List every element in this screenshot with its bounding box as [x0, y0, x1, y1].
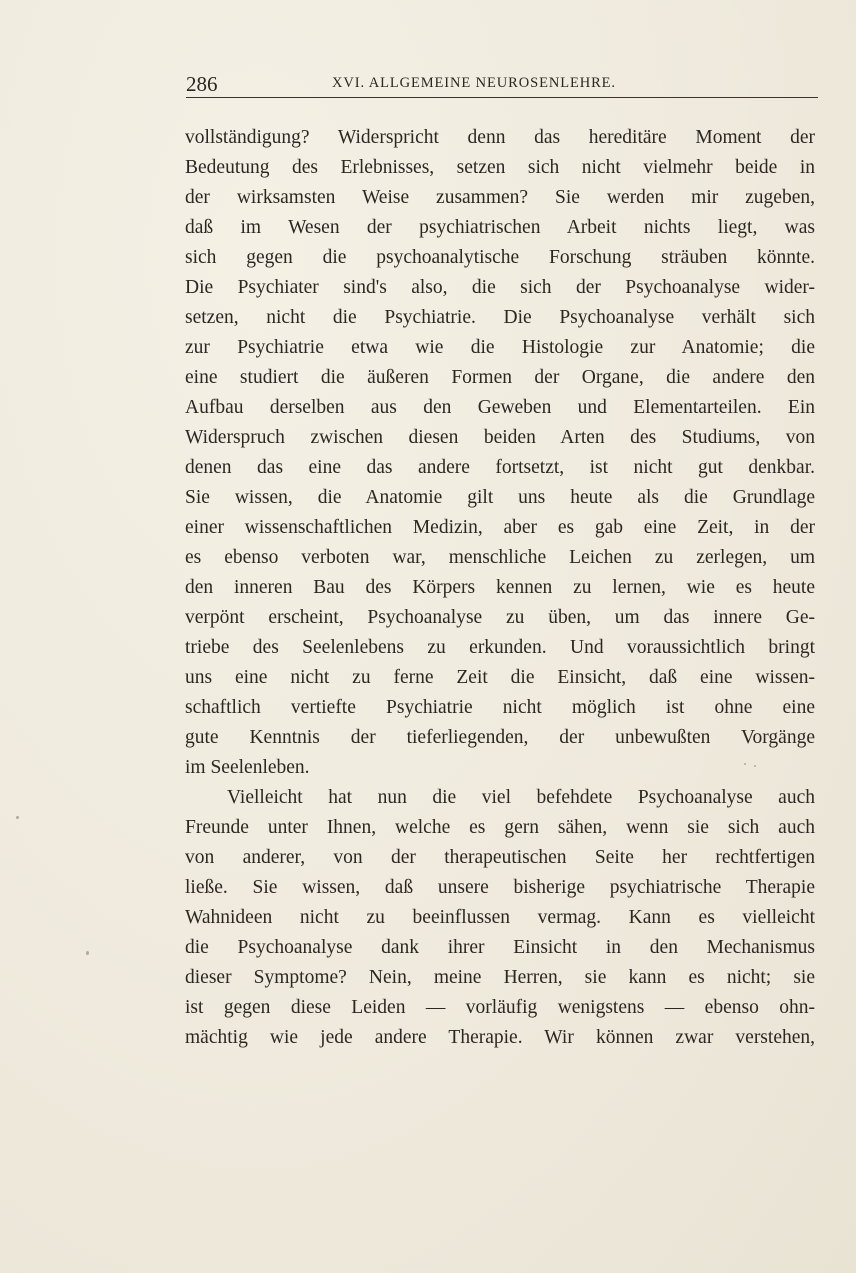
paragraph-2 [185, 783, 815, 1053]
text-line: sich gegen die psychoanalytische Forschung sträuben könnte. [185, 247, 815, 268]
text-line: Widerspruch zwischen diesen beiden Arten des Studiums, von [185, 427, 815, 448]
text-line: einer wissenschaftlichen Medizin, aber es gab eine Zeit, in der [185, 517, 815, 538]
running-head: XVI. ALLGEMEINE NEUROSENLEHRE. [332, 75, 616, 91]
paragraph-1 [185, 123, 815, 783]
text-line: ist gegen diese Leiden — vorläufig wenigstens — ebenso ohn- [185, 997, 815, 1018]
text-line: von anderer, von der therapeutischen Seite her rechtfertigen [185, 847, 815, 868]
text-line: verpönt erscheint, Psychoanalyse zu üben, um das innere Ge- [185, 607, 815, 628]
paper-speck [86, 951, 89, 955]
text-line: Vielleicht hat nun die viel befehdete Psychoanalyse auch [227, 787, 815, 808]
text-line: es ebenso verboten war, menschliche Leichen zu zerlegen, um [185, 547, 815, 568]
text-line: Wahnideen nicht zu beeinflussen vermag. Kann es vielleicht [185, 907, 815, 928]
paper-speck [754, 765, 756, 767]
text-line: uns eine nicht zu ferne Zeit die Einsicht, daß eine wissen- [185, 667, 815, 688]
header-rule [186, 97, 818, 98]
text-line: zur Psychiatrie etwa wie die Histologie zur Anatomie; die [185, 337, 815, 358]
paper-speck [16, 816, 19, 819]
paper-speck [744, 763, 746, 765]
text-line: vollständigung? Widerspricht denn das hereditäre Moment der [185, 127, 815, 148]
text-line: Bedeutung des Erlebnisses, setzen sich nicht vielmehr beide in [185, 157, 815, 178]
text-line: Aufbau derselben aus den Geweben und Elementarteilen. Ein [185, 397, 815, 418]
text-line: die Psychoanalyse dank ihrer Einsicht in den Mechanismus [185, 937, 815, 958]
text-line: Freunde unter Ihnen, welche es gern sähen, wenn sie sich auch [185, 817, 815, 838]
text-line: dieser Symptome? Nein, meine Herren, sie kann es nicht; sie [185, 967, 815, 988]
text-line: setzen, nicht die Psychiatrie. Die Psychoanalyse verhält sich [185, 307, 815, 328]
text-line: im Seelenleben. [185, 757, 310, 778]
text-line: Die Psychiater sind's also, die sich der Psychoanalyse wider- [185, 277, 815, 298]
text-line: der wirksamsten Weise zusammen? Sie werden mir zugeben, [185, 187, 815, 208]
text-line: gute Kenntnis der tieferliegenden, der unbewußten Vorgänge [185, 727, 815, 748]
text-line: eine studiert die äußeren Formen der Organe, die andere den [185, 367, 815, 388]
page-header [186, 72, 818, 98]
text-line: ließe. Sie wissen, daß unsere bisherige psychiatrische Therapie [185, 877, 815, 898]
text-line: triebe des Seelenlebens zu erkunden. Und voraussichtlich bringt [185, 637, 815, 658]
text-line: den inneren Bau des Körpers kennen zu lernen, wie es heute [185, 577, 815, 598]
body-text [185, 123, 815, 1053]
text-line: schaftlich vertiefte Psychiatrie nicht möglich ist ohne eine [185, 697, 815, 718]
text-line: Sie wissen, die Anatomie gilt uns heute als die Grundlage [185, 487, 815, 508]
text-line: mächtig wie jede andere Therapie. Wir können zwar verstehen, [185, 1027, 815, 1048]
text-line: denen das eine das andere fortsetzt, ist nicht gut denkbar. [185, 457, 815, 478]
page-number: 286 [186, 72, 218, 96]
text-line: daß im Wesen der psychiatrischen Arbeit nichts liegt, was [185, 217, 815, 238]
